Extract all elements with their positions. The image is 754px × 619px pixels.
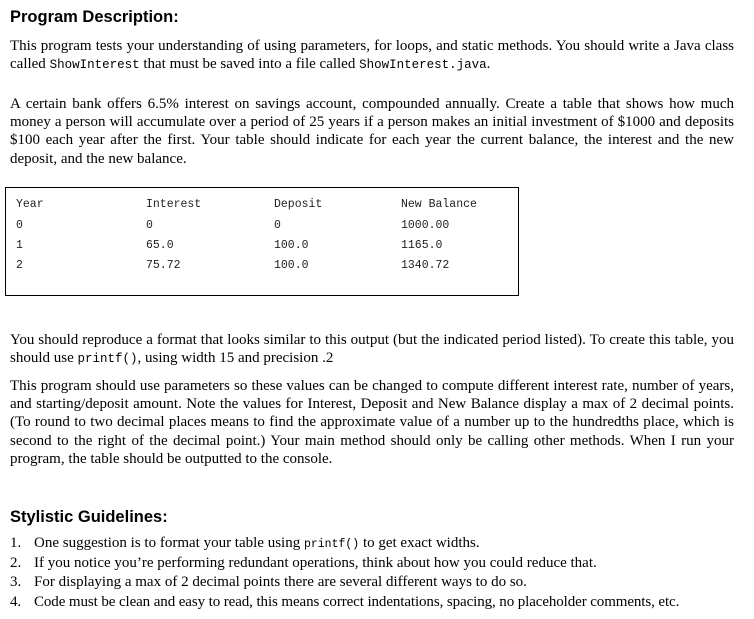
table-cell: 0 — [146, 219, 153, 232]
table-cell: 1165.0 — [401, 239, 443, 252]
table-cell: 100.0 — [274, 239, 309, 252]
header-deposit: Deposit — [274, 198, 323, 211]
list-item: 2. If you notice you’re performing redundant operations, think about how you could reduce that. — [10, 555, 597, 571]
format-text-b: , using width 15 and precision .2 — [137, 350, 334, 367]
header-interest: Interest — [146, 198, 202, 211]
table-cell: 75.72 — [146, 259, 181, 272]
list-item: 3. For displaying a max of 2 decimal points there are several different ways to do so. — [10, 574, 527, 590]
format-paragraph — [10, 331, 734, 368]
format-text-a: You should reproduce a format that looks similar to this output (but the indicated period listed). To create this table, you should use — [10, 332, 734, 367]
parameters-paragraph: This program should use parameters so these values can be changed to compute different interest rate, number of years, and starting/deposit amount. Note the values for Interest, Deposit and New Balance display a max of 2 decimal points. (To round to two decimal places means to find the approximate value of a number up to the hundredths place, which is second to the right of the decimal point.) Your main method should only be calling other methods. When I run your program, the table should be outputted to the console. — [10, 378, 734, 467]
problem-paragraph: A certain bank offers 6.5% interest on savings account, compounded annually. Create a table that shows how much money a person will accumulate over a period of 25 years if a person makes an initial investment of $1000 and deposits $100 each year after the first. Your table should indicate for each year the current balance, the interest and the new deposit, and the new balance. — [10, 96, 734, 167]
table-cell: 0 — [274, 219, 281, 232]
printf-code: printf() — [77, 352, 138, 367]
intro-text-b: that must be saved into a file called — [139, 56, 360, 73]
table-cell: 1 — [16, 239, 23, 252]
sample-output-table — [5, 187, 519, 296]
list-item: 4. Code must be clean and easy to read, this means correct indentations, spacing, no placeholder comments, etc. — [10, 594, 680, 610]
header-year: Year — [16, 198, 44, 211]
table-cell: 100.0 — [274, 259, 309, 272]
table-cell: 2 — [16, 259, 23, 272]
table-cell: 0 — [16, 219, 23, 232]
intro-text-a: This program tests your understanding of using parameters, for loops, and static methods. You should write a Java class called — [10, 38, 734, 73]
file-name-code: ShowInterest.java — [359, 58, 487, 73]
stylistic-guidelines-heading: Stylistic Guidelines: — [10, 508, 168, 526]
intro-text-c: . — [486, 56, 491, 73]
intro-paragraph — [10, 37, 734, 74]
class-name-code: ShowInterest — [49, 58, 140, 73]
table-cell: 1000.00 — [401, 219, 450, 232]
printf-code: printf() — [303, 538, 360, 551]
table-cell: 1340.72 — [401, 259, 450, 272]
table-cell: 65.0 — [146, 239, 174, 252]
header-new-balance: New Balance — [401, 198, 477, 211]
list-item: 1. One suggestion is to format your table using printf() to get exact widths. — [10, 535, 480, 551]
program-description-heading: Program Description: — [10, 8, 179, 26]
